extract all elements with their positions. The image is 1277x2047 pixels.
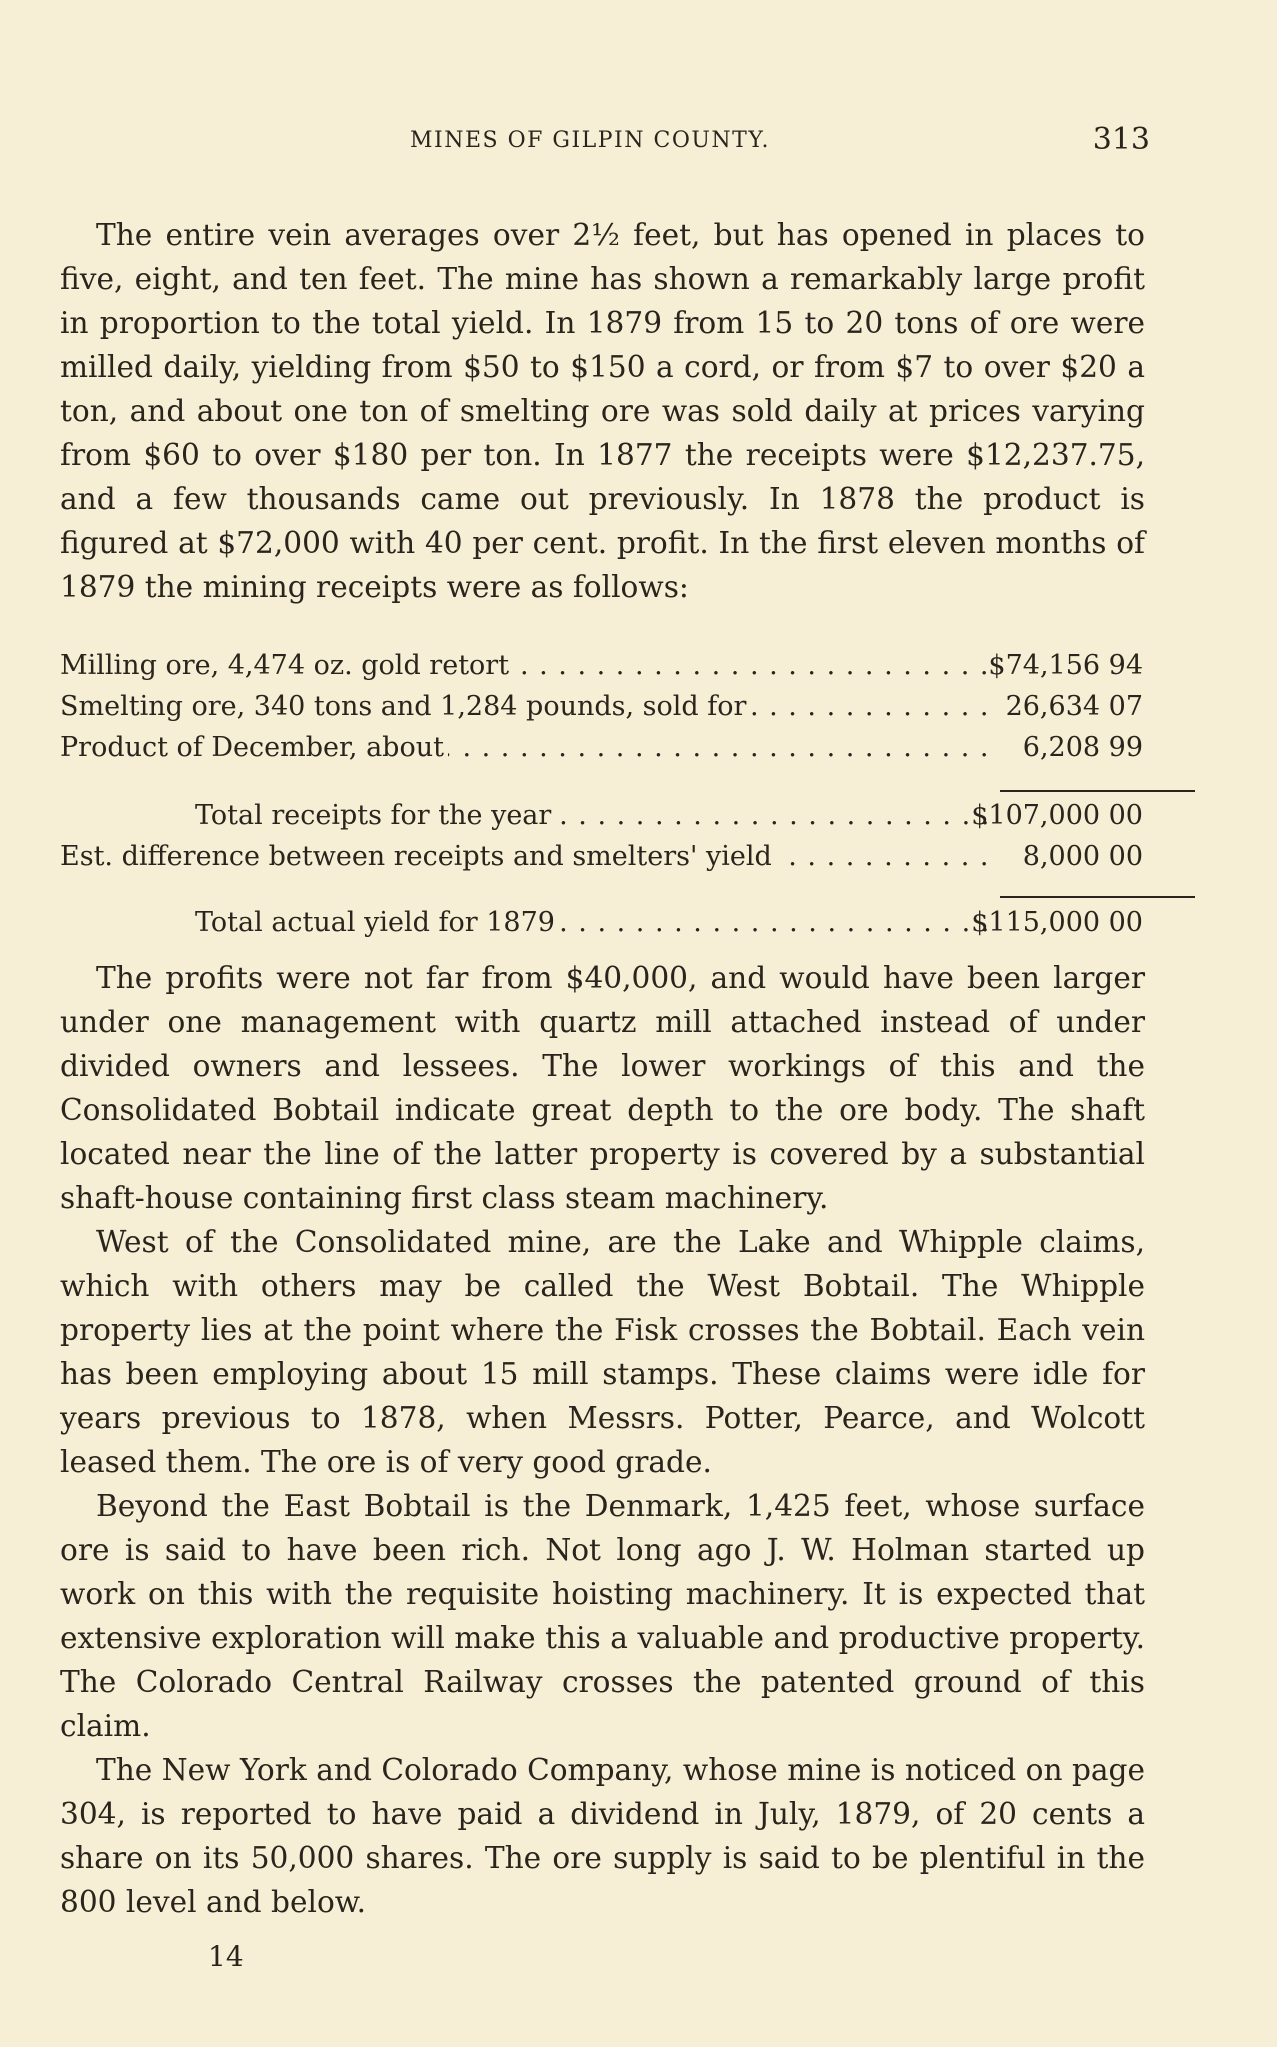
sum-rule xyxy=(1000,896,1195,898)
row-label: Est. difference between receipts and smelters' yield . . . xyxy=(60,841,995,872)
paragraph-west-bobtail: West of the Consolidated mine, are the Lake and Whipple claims, which with others may be called the West Bobtail. The Whipple property lies at the point where the Fisk crosses the Bobtail. Each vein has been employing about 15 mill stamps. These claims were idle for years previous to 1878, when Messrs. Potter, Pearce, and Wolcott leased them. The ore is of very good grade. xyxy=(60,1225,1145,1479)
row-label: Smelting ore, 340 tons and 1,284 pounds, sold for . . . xyxy=(60,691,995,722)
paragraph-profits: The profits were not far from $40,000, and would have been larger under one management with quartz mill attached instead of under divided owners and lessees. The lower workings of this and the Consolidated Bobtail indicate great depth to the ore body. The shaft located near the line of the latter property is covered by a substantial shaft-house containing first class steam machinery. xyxy=(60,961,1145,1215)
table-row xyxy=(60,732,1145,772)
paragraph-new-york-colorado: The New York and Colorado Company, whose mine is noticed on page 304, is reported to have paid a dividend in July, 1879, of 20 cents a share on its 50,000 shares. The ore supply is said to be plentiful in the 800 level and below. xyxy=(60,1753,1145,1919)
sum-rule xyxy=(1000,790,1195,792)
row-label: Product of December, about . . . xyxy=(60,732,995,763)
table-row xyxy=(60,841,1145,881)
row-amount: $115,000 00 xyxy=(971,907,1143,938)
table-row-total xyxy=(60,907,1145,947)
running-title: MINES OF GILPIN COUNTY. xyxy=(410,128,771,153)
row-label: Total receipts for the year . . . xyxy=(195,800,995,831)
page-header xyxy=(60,122,1150,162)
page-number: 313 xyxy=(1092,122,1150,157)
table-row xyxy=(60,691,1145,731)
table-row xyxy=(60,650,1145,690)
row-label: Milling ore, 4,474 oz. gold retort . . . xyxy=(60,650,995,681)
row-amount: 8,000 00 xyxy=(1022,841,1143,872)
paragraph-vein-profits: The entire vein averages over 2½ feet, but has opened in places to five, eight, and ten feet. The mine has shown a remarkably large profit in proportion to the total yield. In 1879 from 15 to 20 tons of ore were milled daily, yielding from $50 to $150 a cord, or from $7 to over $20 a ton, and about one ton of smelting ore was sold daily at prices varying from $60 to over $180 per ton. In 1877 the receipts were $12,237.75, and a few thousands came out previously. In 1878 the product is figured at $72,000 with 40 per cent. profit. In the first eleven months of 1879 the mining receipts were as follows: xyxy=(60,218,1145,604)
signature-mark: 14 xyxy=(208,1940,244,1973)
row-label: Total actual yield for 1879 . . . xyxy=(195,907,995,938)
row-amount: 26,634 07 xyxy=(1005,691,1143,722)
row-amount: $107,000 00 xyxy=(971,800,1143,831)
row-amount: 6,208 99 xyxy=(1022,732,1143,763)
table-row-total xyxy=(60,800,1145,840)
row-amount: $74,156 94 xyxy=(988,650,1143,681)
paragraph-denmark: Beyond the East Bobtail is the Denmark, 1,425 feet, whose surface ore is said to have been rich. Not long ago J. W. Holman started up work on this with the requisite hoisting machinery. It is expected that extensive exploration will make this a valuable and productive property. The Colorado Central Railway crosses the patented ground of this claim. xyxy=(60,1489,1145,1743)
